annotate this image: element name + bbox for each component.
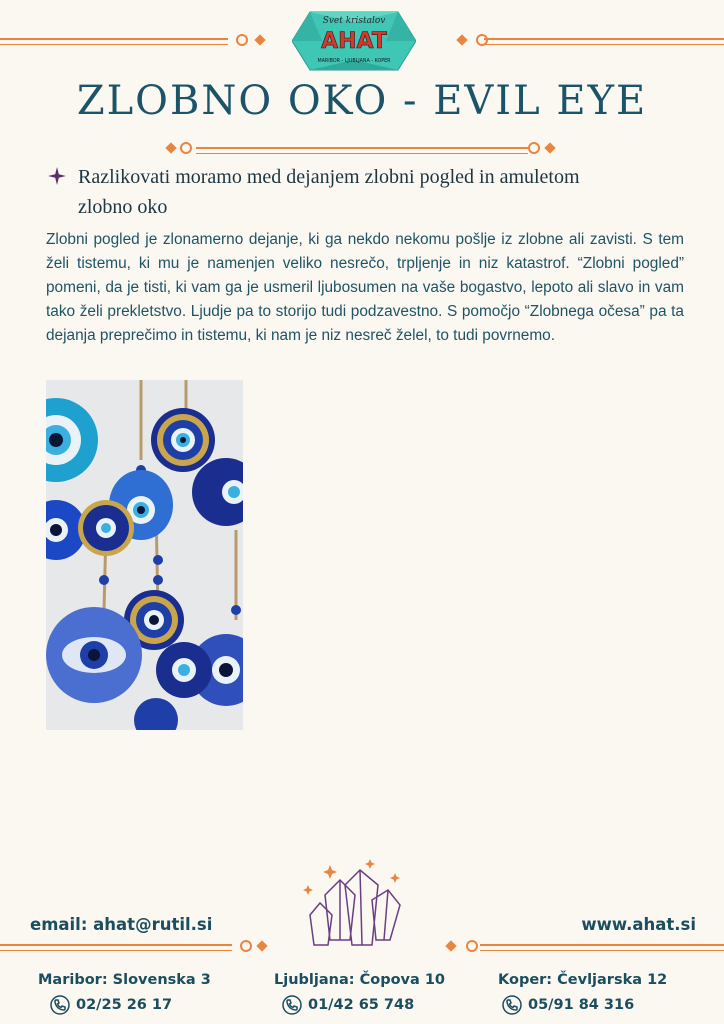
phone-maribor[interactable]: [50, 995, 172, 1015]
phone-icon: [50, 995, 70, 1015]
website-link[interactable]: www.ahat.si: [581, 915, 696, 934]
evil-eye-photo: [46, 380, 243, 730]
email-link[interactable]: email: ahat@rutil.si: [30, 915, 213, 934]
sparkle-icon: [48, 167, 66, 185]
phone-number: 01/42 65 748: [308, 997, 415, 1013]
subheading: Razlikovati moramo med dejanjem zlobni pogled in amuletom zlobno oko: [78, 166, 580, 218]
ahat-logo: [292, 10, 416, 72]
phone-icon: [502, 995, 522, 1015]
phone-number: 02/25 26 17: [76, 997, 173, 1013]
address-ljubljana: Ljubljana: Čopova 10: [274, 972, 445, 988]
logo-tagline: Svet kristalov: [322, 16, 386, 26]
logo-cities: MARIBOR - LJUBLJANA - KOPER: [317, 59, 391, 64]
phone-koper[interactable]: [502, 995, 634, 1015]
crystal-illustration: [300, 855, 410, 955]
phone-icon: [282, 995, 302, 1015]
body-paragraph: Zlobni pogled je zlonamerno dejanje, ki ga nekdo nekomu pošlje iz zlobne ali zavisti. S tem želi tistemu, ki mu je namenjen veliko nesrečo, trpljenje in niz katastrof. “Zlobni pogled” pomeni, da je tisti, ki vam ga je usmeril ljubosumen na vaše bogastvo, lepoto ali slavo in vam tako želi prekletstvo. Ljudje pa to storijo tudi podzavestno. S pomočjo “Zlobnega očesa” pa ta dejanja preprečimo in tistemu, ki nam je niz nesreč želel, to tudi povrnemo.: [46, 231, 684, 344]
address-koper: Koper: Čevljarska 12: [498, 972, 668, 988]
phone-number: 05/91 84 316: [528, 997, 635, 1013]
logo-name: AHAT: [321, 29, 387, 54]
phone-ljubljana[interactable]: [282, 995, 414, 1015]
address-maribor: Maribor: Slovenska 3: [38, 972, 211, 988]
page-title: ZLOBNO OKO - EVIL EYE: [76, 78, 648, 124]
